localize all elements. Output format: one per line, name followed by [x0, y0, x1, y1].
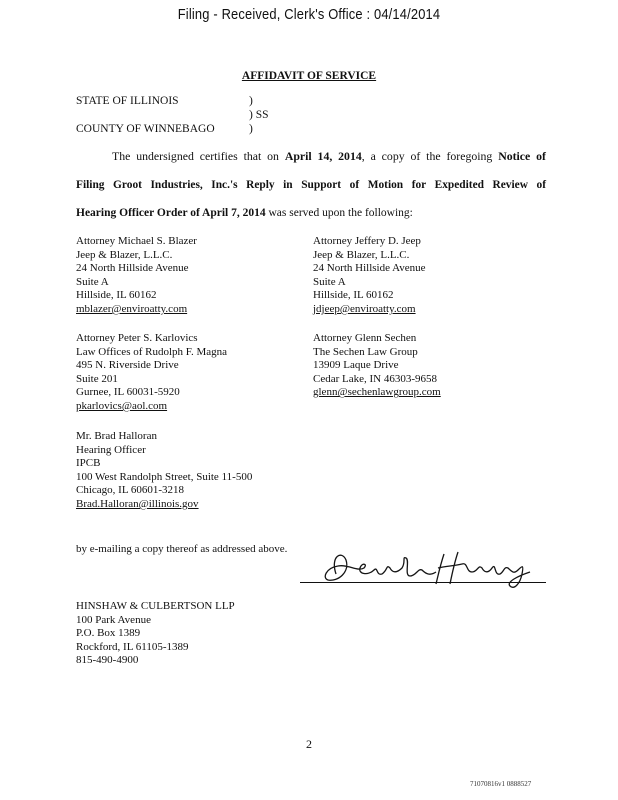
recipient-line: The Sechen Law Group [313, 345, 418, 358]
venue-state: STATE OF ILLINOIS [76, 95, 179, 107]
firm-phone: 815-490-4900 [76, 654, 139, 667]
recipient-line: IPCB [76, 457, 101, 470]
filing-stamp: Filing - Received, Clerk's Office : 04/14/2014 [177, 6, 441, 23]
recipient-email[interactable]: jdjeep@enviroatty.com [313, 302, 416, 315]
recipient-line: Hillside, IL 60162 [313, 289, 394, 302]
recipient-line: Suite A [76, 275, 109, 288]
firm-name: HINSHAW & CULBERTSON LLP [76, 600, 235, 612]
recipient-line: Hearing Officer [76, 443, 146, 456]
service-date: April 14, 2014 [284, 149, 362, 163]
venue-bracket-top: ) [249, 95, 253, 107]
recipient-email[interactable]: pkarlovics@aol.com [76, 399, 168, 412]
page-number: 2 [306, 737, 312, 751]
recipient-line: 495 N. Riverside Drive [76, 359, 179, 372]
firm-address: P.O. Box 1389 [76, 627, 141, 640]
recipient-line: Hillside, IL 60162 [76, 289, 157, 302]
venue-bracket-ss: ) SS [249, 109, 269, 121]
certification-text: , a copy of the foregoing [361, 149, 499, 163]
recipient-line: Chicago, IL 60601-3218 [76, 484, 185, 497]
recipient-line: Jeep & Blazer, L.L.C. [313, 248, 410, 261]
certification-text: The undersigned certifies that on [112, 149, 285, 163]
recipient-email[interactable]: glenn@sechenlawgroup.com [313, 386, 441, 399]
recipient-email[interactable]: mblazer@enviroatty.com [76, 302, 188, 315]
venue-county: COUNTY OF WINNEBAGO [76, 123, 215, 135]
recipient-line: 13909 Laque Drive [313, 359, 399, 372]
document-name-end: Hearing Officer Order of April 7, 2014 [76, 207, 266, 219]
signature-line [300, 582, 546, 583]
certification-line-3 [76, 206, 413, 220]
recipient-name: Attorney Peter S. Karlovics [76, 332, 198, 344]
document-title: AFFIDAVIT OF SERVICE [241, 70, 377, 82]
firm-block [76, 600, 235, 668]
firm-address: Rockford, IL 61105-1389 [76, 640, 189, 653]
recipient-block [76, 430, 252, 512]
recipient-line: Cedar Lake, IN 46303-9658 [313, 372, 438, 385]
recipient-line: 24 North Hillside Avenue [76, 262, 189, 275]
signature [318, 546, 548, 592]
recipient-name: Attorney Glenn Sechen [313, 332, 417, 344]
recipient-line: Gurnee, IL 60031-5920 [76, 386, 180, 399]
certification-line-2: Filing Groot Industries, Inc.'s Reply in Support of Motion for Expedited Review of [76, 179, 546, 191]
recipient-line: 24 North Hillside Avenue [313, 262, 426, 275]
venue-bracket-bottom: ) [249, 123, 253, 135]
recipient-block [76, 235, 197, 317]
document-id: 71070816v1 0888527 [470, 780, 532, 788]
recipient-line: 100 West Randolph Street, Suite 11-500 [76, 470, 253, 483]
recipient-line: Law Offices of Rudolph F. Magna [76, 345, 228, 358]
certification-text: was served upon the following: [265, 207, 413, 219]
document-name-start: Notice of [498, 149, 546, 163]
recipient-name: Mr. Brad Halloran [76, 430, 157, 442]
recipient-block [313, 332, 441, 400]
recipient-name: Attorney Michael S. Blazer [76, 235, 197, 247]
recipient-name: Attorney Jeffery D. Jeep [313, 235, 421, 247]
service-method: by e-mailing a copy thereof as addressed above. [76, 543, 288, 555]
recipient-block [313, 235, 426, 317]
certification-line-1 [112, 149, 546, 163]
recipient-line: Suite A [313, 275, 346, 288]
recipient-block [76, 332, 227, 414]
firm-address: 100 Park Avenue [76, 613, 151, 626]
recipient-line: Jeep & Blazer, L.L.C. [76, 248, 173, 261]
recipient-line: Suite 201 [76, 372, 118, 385]
recipient-email[interactable]: Brad.Halloran@illinois.gov [76, 497, 199, 510]
